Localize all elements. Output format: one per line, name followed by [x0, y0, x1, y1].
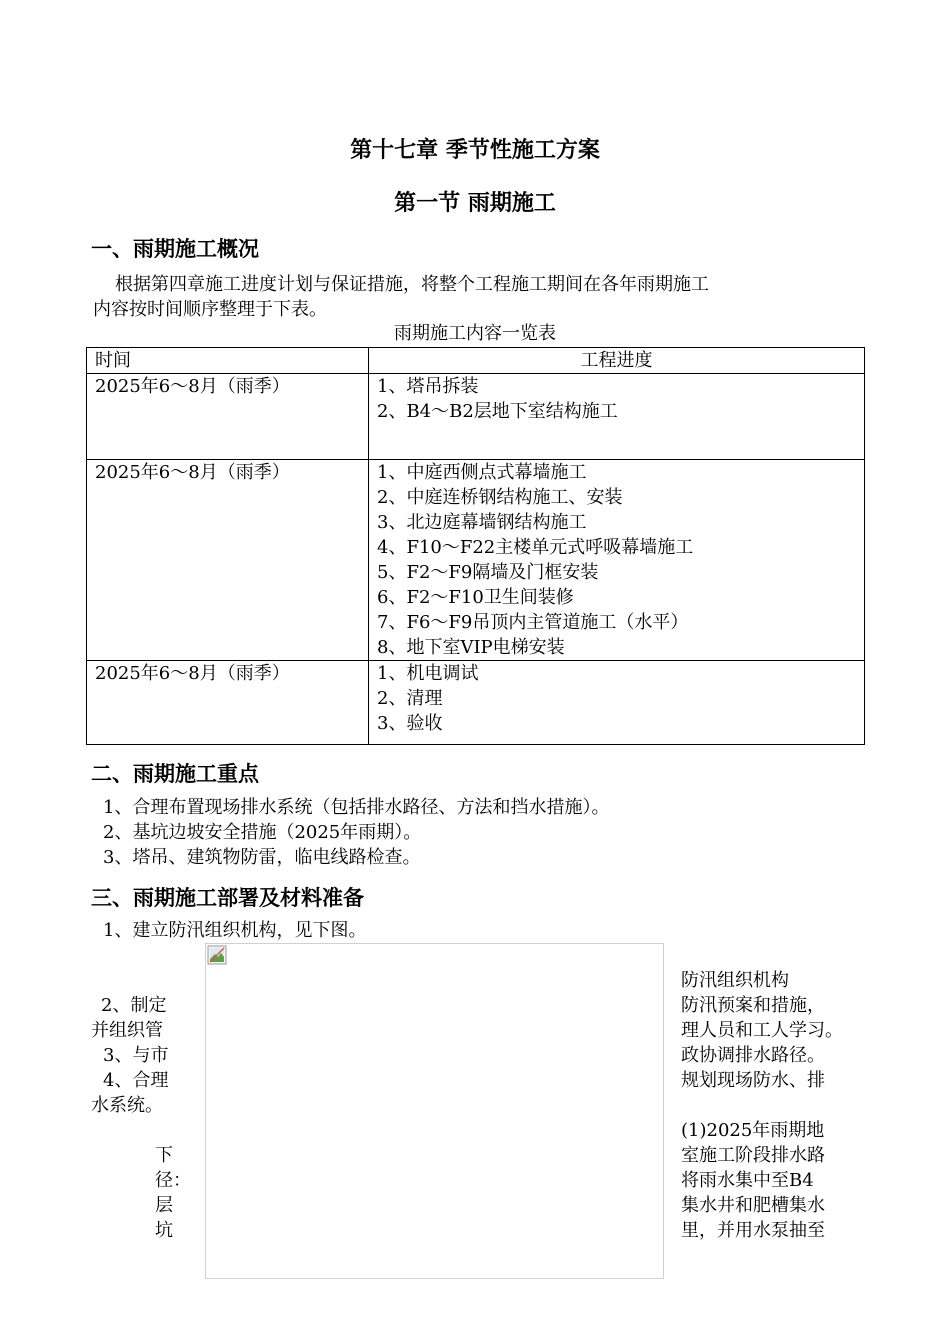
broken-image-icon: [207, 945, 227, 965]
table-row: [87, 460, 865, 661]
header-time: 时间: [87, 348, 369, 374]
intro-paragraph-line1: 根据第四章施工进度计划与保证措施，将整个工程施工期间在各年雨期施工: [115, 274, 709, 295]
table-row: [87, 661, 865, 745]
heading-key-points: 二、雨期施工重点: [91, 762, 259, 786]
deployment-item-1: 1、建立防汛组织机构，见下图。: [103, 920, 367, 941]
right-text-line: (1)2025年雨期地: [681, 1120, 825, 1141]
right-text-line: 规划现场防水、排: [681, 1070, 825, 1091]
row-time: 2025年6～8月（雨季）: [87, 661, 369, 745]
header-progress: 工程进度: [369, 348, 865, 374]
left-text-line: 并组织管: [91, 1020, 163, 1041]
right-text-line: 理人员和工人学习。: [681, 1020, 843, 1041]
right-text-line: 防汛预案和措施，: [681, 995, 825, 1016]
key-point-3: 3、塔吊、建筑物防雷，临电线路检查。: [103, 847, 421, 868]
list-item: 5、F2～F9隔墙及门框安装: [377, 562, 599, 583]
schedule-table: [86, 347, 865, 745]
row-items: [369, 460, 865, 661]
left-text-line: 坑: [155, 1220, 173, 1241]
list-item: 1、机电调试: [377, 663, 479, 684]
right-text-line: 将雨水集中至B4: [681, 1170, 814, 1191]
left-text-line: 层: [155, 1195, 173, 1216]
row-time: 2025年6～8月（雨季）: [87, 460, 369, 661]
intro-paragraph-line2: 内容按时间顺序整理于下表。: [93, 299, 327, 320]
list-item: 2、中庭连桥钢结构施工、安装: [377, 487, 623, 508]
list-item: 1、中庭西侧点式幕墙施工: [377, 462, 587, 483]
right-text-line: 室施工阶段排水路: [681, 1145, 825, 1166]
left-text-line: 4、合理: [103, 1070, 169, 1091]
left-text-line: 径：: [155, 1170, 191, 1191]
right-text-line: 防汛组织机构: [681, 970, 789, 991]
left-text-line: 2、制定: [101, 995, 167, 1016]
list-item: 1、塔吊拆装: [377, 376, 479, 397]
right-text-line: 政协调排水路径。: [681, 1045, 825, 1066]
key-point-1: 1、合理布置现场排水系统（包括排水路径、方法和挡水措施）。: [103, 797, 610, 818]
list-item: 8、地下室VIP电梯安装: [377, 637, 565, 658]
left-text-line: 3、与市: [103, 1045, 169, 1066]
list-item: 6、F2～F10卫生间装修: [377, 587, 574, 608]
row-items: [369, 374, 865, 460]
list-item: 2、清理: [377, 688, 443, 709]
left-text-line: 下: [155, 1145, 173, 1166]
heading-deployment: 三、雨期施工部署及材料准备: [91, 886, 364, 910]
heading-overview: 一、雨期施工概况: [91, 237, 259, 261]
key-point-2: 2、基坑边坡安全措施（2025年雨期）。: [103, 822, 422, 843]
right-text-line: 里，并用水泵抽至: [681, 1220, 825, 1241]
org-chart-image: [205, 943, 664, 1279]
table-row: [87, 374, 865, 460]
list-item: 2、B4～B2层地下室结构施工: [377, 401, 618, 422]
left-text-line: 水系统。: [91, 1095, 163, 1116]
table-header-row: [87, 348, 865, 374]
row-items: [369, 661, 865, 745]
list-item: 3、北边庭幕墙钢结构施工: [377, 512, 587, 533]
table-caption: 雨期施工内容一览表: [394, 323, 556, 344]
chapter-title: 第十七章 季节性施工方案: [350, 138, 600, 163]
row-time: 2025年6～8月（雨季）: [87, 374, 369, 460]
right-text-line: 集水井和肥槽集水: [681, 1195, 825, 1216]
section-title: 第一节 雨期施工: [394, 191, 556, 216]
list-item: 3、验收: [377, 713, 443, 734]
list-item: 4、F10～F22主楼单元式呼吸幕墙施工: [377, 537, 694, 558]
list-item: 7、F6～F9吊顶内主管道施工（水平）: [377, 612, 689, 633]
